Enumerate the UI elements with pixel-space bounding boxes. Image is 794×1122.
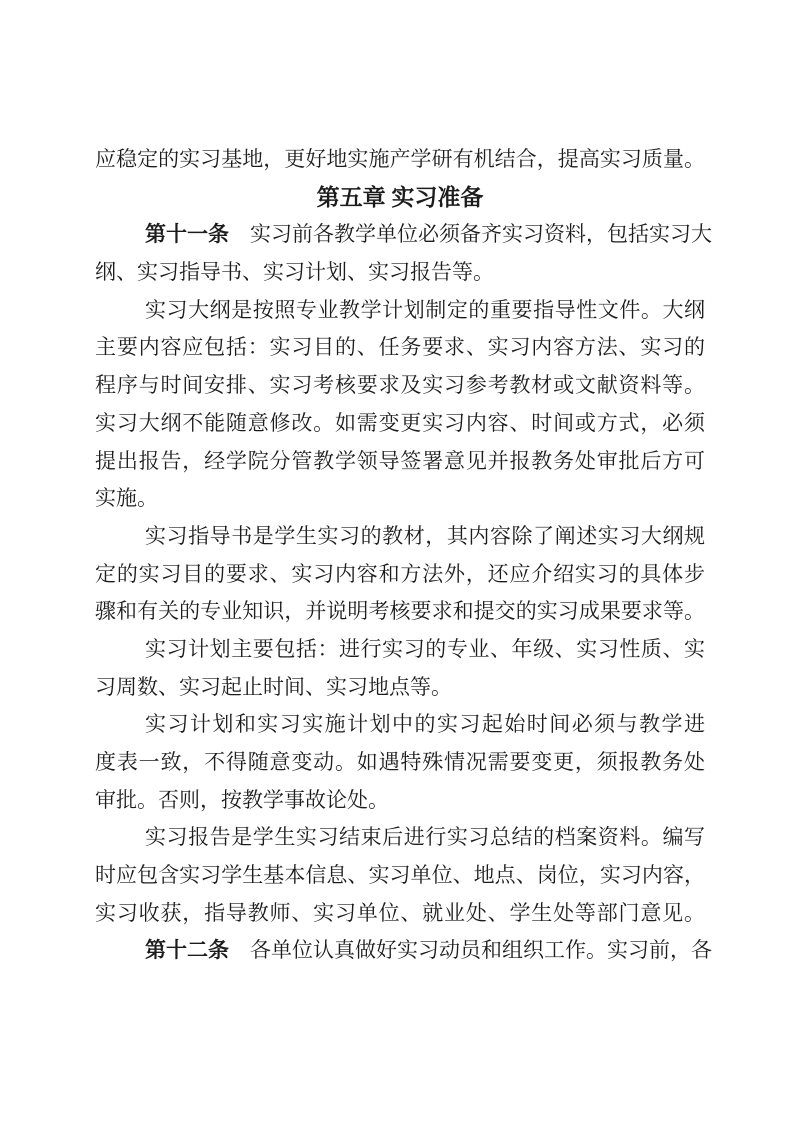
text-run: 时应包含实习学生基本信息、实习单位、地点、岗位，实习内容，: [95, 863, 705, 888]
text-line: [95, 819, 705, 857]
text-line: [95, 744, 705, 782]
text-run: 各单位认真做好实习动员和组织工作。实习前，各: [229, 938, 712, 963]
text-line: [95, 706, 705, 744]
text-run: 审批。否则，按教学事故论处。: [95, 787, 389, 812]
text-line: [95, 782, 705, 820]
text-line: [95, 443, 705, 481]
text-line: [95, 593, 705, 631]
text-run: 实习收获，指导教师、实习单位、就业处、学生处等部门意见。: [95, 900, 705, 925]
bold-text-run: 第十一条: [145, 222, 229, 247]
text-run: 实习计划和实习实施计划中的实习起始时间必须与教学进: [145, 712, 705, 737]
text-run: 实习计划主要包括：进行实习的专业、年级、实习性质、实: [145, 636, 705, 661]
text-run: 度表一致，不得随意变动。如遇特殊情况需要变更，须报教务处: [95, 750, 705, 774]
text-line: [95, 669, 705, 707]
text-run: 实施。: [95, 486, 158, 511]
text-line: [95, 631, 705, 669]
text-run: 实习大纲不能随意修改。如需变更实习内容、时间或方式，必须: [95, 410, 705, 435]
text-run: 纲、实习指导书、实习计划、实习报告等。: [95, 260, 494, 285]
bold-text-run: 第五章 实习准备: [316, 184, 484, 210]
text-line: [95, 254, 705, 292]
text-run: 实习报告是学生实习结束后进行实习总结的档案资料。编写: [145, 825, 705, 850]
text-line: [95, 367, 705, 405]
text-line: [95, 932, 712, 970]
text-run: 提出报告，经学院分管教学领导签署意见并报教务处审批后方可: [95, 448, 705, 473]
document-body: [95, 141, 712, 970]
text-run: 习周数、实习起止时间、实习地点等。: [95, 674, 452, 699]
text-line: [95, 480, 705, 518]
text-run: 应稳定的实习基地，更好地实施产学研有机结合，提高实习质量。: [95, 147, 705, 171]
text-run: 实习前各教学单位必须备齐实习资料，包括实习大: [229, 222, 712, 247]
text-line: [95, 857, 705, 895]
text-line: [95, 518, 705, 556]
text-line: [95, 292, 705, 330]
text-line: [95, 895, 705, 933]
text-run: 骤和有关的专业知识，并说明考核要求和提交的实习成果要求等。: [95, 599, 705, 624]
chapter-heading: [95, 179, 705, 217]
text-line: [95, 556, 705, 594]
text-run: 主要内容应包括：实习目的、任务要求、实习内容方法、实习的: [95, 335, 705, 360]
text-line: [95, 216, 712, 254]
text-line: [95, 141, 705, 179]
text-run: 实习大纲是按照专业教学计划制定的重要指导性文件。大纲: [145, 297, 705, 322]
text-run: 实习指导书是学生实习的教材，其内容除了阐述实习大纲规: [145, 523, 705, 548]
text-line: [95, 329, 705, 367]
bold-text-run: 第十二条: [145, 938, 229, 963]
text-run: 定的实习目的要求、实习内容和方法外，还应介绍实习的具体步: [95, 561, 705, 586]
text-run: 程序与时间安排、实习考核要求及实习参考教材或文献资料等。: [95, 373, 705, 398]
text-line: [95, 405, 705, 443]
